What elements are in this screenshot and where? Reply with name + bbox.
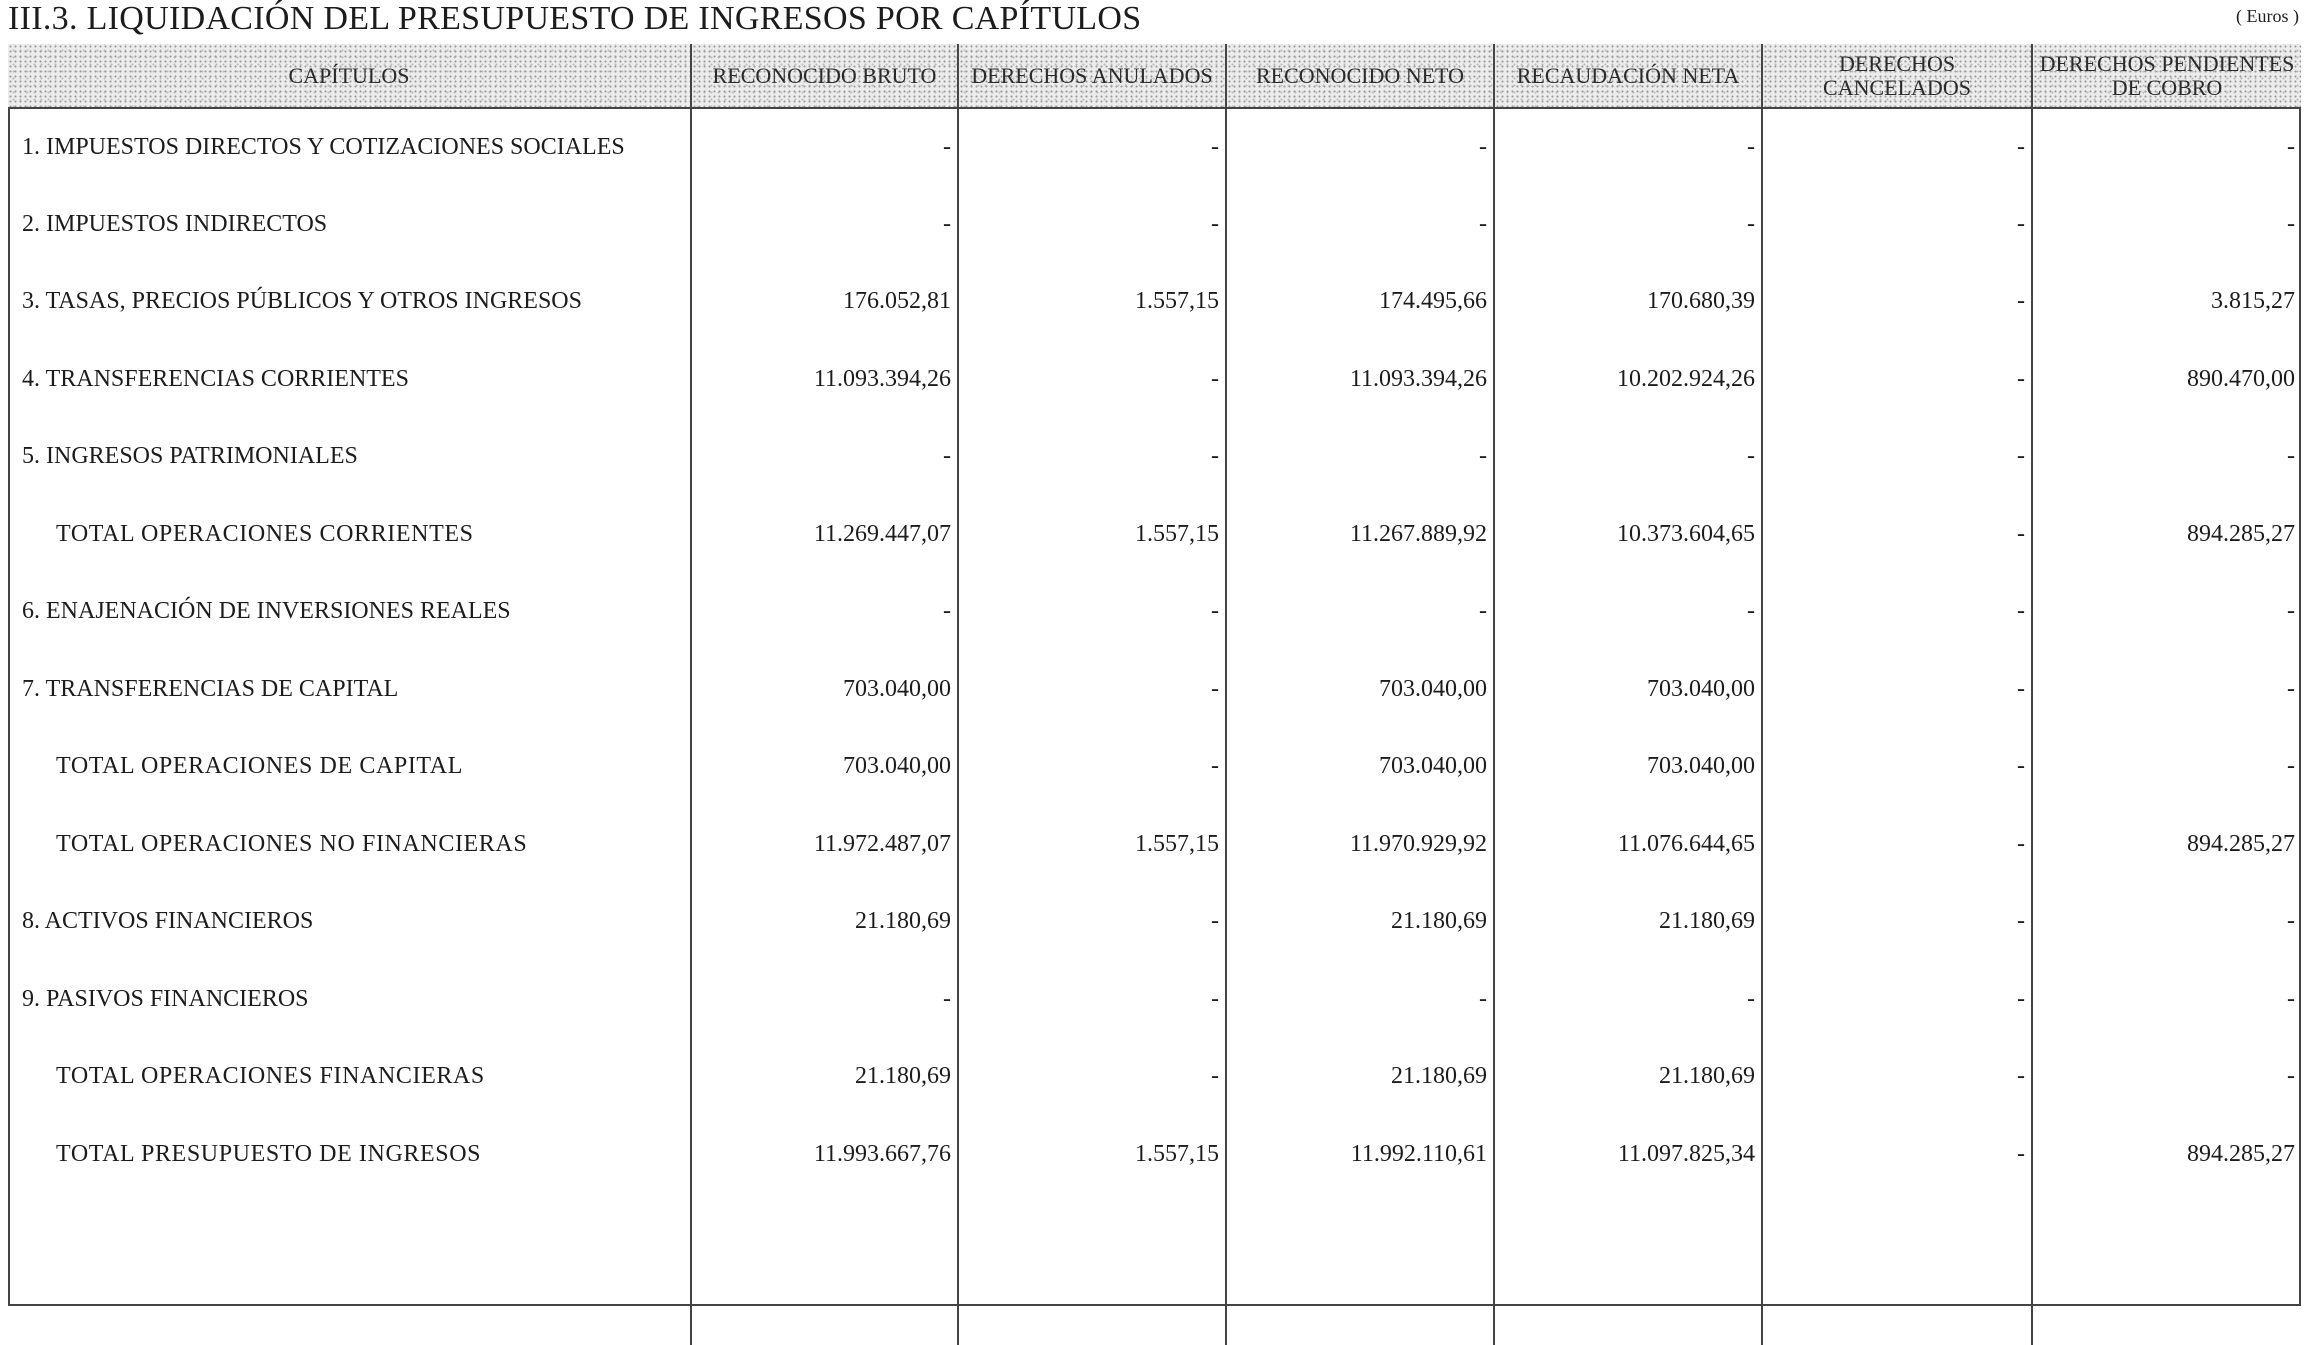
cell-recaudacion-neta: - xyxy=(1494,573,1762,651)
cell-reconocido-neto: 703.040,00 xyxy=(1226,651,1494,729)
budget-table xyxy=(8,44,2301,1345)
empty-filler-row xyxy=(8,1193,2301,1345)
cell-derechos-pendientes: - xyxy=(2032,418,2301,496)
cell-reconocido-neto: 11.992.110,61 xyxy=(1226,1116,1494,1194)
cell-reconocido-bruto: 703.040,00 xyxy=(691,651,958,729)
row-label: 2. IMPUESTOS INDIRECTOS xyxy=(22,210,328,237)
cell-derechos-anulados: 1.557,15 xyxy=(958,263,1226,341)
cell-derechos-pendientes: 890.470,00 xyxy=(2032,341,2301,419)
cell-recaudacion-neta: 703.040,00 xyxy=(1494,728,1762,806)
cell-recaudacion-neta: - xyxy=(1494,961,1762,1039)
row-label: 4. TRANSFERENCIAS CORRIENTES xyxy=(22,365,409,392)
col-header-recaudacion-neta: RECAUDACIÓN NETA xyxy=(1494,44,1762,108)
table-row xyxy=(8,186,2301,264)
cell-reconocido-bruto: - xyxy=(691,573,958,651)
cell-derechos-cancelados: - xyxy=(1762,341,2032,419)
cell-reconocido-neto: 11.093.394,26 xyxy=(1226,341,1494,419)
cell-derechos-anulados: - xyxy=(958,728,1226,806)
table-row xyxy=(8,573,2301,651)
row-label: TOTAL OPERACIONES DE CAPITAL xyxy=(56,753,463,780)
cell-derechos-anulados: - xyxy=(958,418,1226,496)
cell-reconocido-bruto: 21.180,69 xyxy=(691,1038,958,1116)
cell-reconocido-bruto: 11.972.487,07 xyxy=(691,806,958,884)
cell-derechos-anulados: - xyxy=(958,573,1226,651)
col-header-capitulos: CAPÍTULOS xyxy=(8,44,691,108)
cell-recaudacion-neta: - xyxy=(1494,418,1762,496)
cell-derechos-pendientes: - xyxy=(2032,728,2301,806)
cell-derechos-pendientes: - xyxy=(2032,651,2301,729)
table-row xyxy=(8,341,2301,419)
cell-reconocido-neto: 703.040,00 xyxy=(1226,728,1494,806)
cell-derechos-anulados: - xyxy=(958,961,1226,1039)
cell-reconocido-bruto: 176.052,81 xyxy=(691,263,958,341)
cell-recaudacion-neta: 170.680,39 xyxy=(1494,263,1762,341)
table-row xyxy=(8,961,2301,1039)
cell-derechos-pendientes: - xyxy=(2032,186,2301,264)
cell-recaudacion-neta: 21.180,69 xyxy=(1494,1038,1762,1116)
total-row xyxy=(8,1116,2301,1194)
cell-reconocido-neto: - xyxy=(1226,108,1494,186)
cell-recaudacion-neta: 10.373.604,65 xyxy=(1494,496,1762,574)
cell-derechos-cancelados: - xyxy=(1762,1116,2032,1194)
col-header-derechos-anulados: DERECHOS ANULADOS xyxy=(958,44,1226,108)
cell-reconocido-bruto: - xyxy=(691,186,958,264)
cell-derechos-cancelados: - xyxy=(1762,263,2032,341)
cell-derechos-anulados: 1.557,15 xyxy=(958,1116,1226,1194)
table-row xyxy=(8,263,2301,341)
cell-recaudacion-neta: 10.202.924,26 xyxy=(1494,341,1762,419)
cell-derechos-anulados: 1.557,15 xyxy=(958,496,1226,574)
cell-reconocido-neto: 174.495,66 xyxy=(1226,263,1494,341)
cell-derechos-pendientes: - xyxy=(2032,108,2301,186)
row-label: 3. TASAS, PRECIOS PÚBLICOS Y OTROS INGRESOS xyxy=(22,288,582,315)
cell-derechos-anulados: 1.557,15 xyxy=(958,806,1226,884)
cell-derechos-anulados: - xyxy=(958,186,1226,264)
cell-derechos-anulados: - xyxy=(958,1038,1226,1116)
cell-derechos-pendientes: 894.285,27 xyxy=(2032,496,2301,574)
cell-reconocido-neto: 11.267.889,92 xyxy=(1226,496,1494,574)
row-label: TOTAL PRESUPUESTO DE INGRESOS xyxy=(56,1140,482,1167)
table-row xyxy=(8,651,2301,729)
cell-derechos-cancelados: - xyxy=(1762,961,2032,1039)
cell-derechos-pendientes: - xyxy=(2032,883,2301,961)
cell-reconocido-neto: - xyxy=(1226,418,1494,496)
cell-recaudacion-neta: 11.076.644,65 xyxy=(1494,806,1762,884)
cell-derechos-cancelados: - xyxy=(1762,883,2032,961)
page-title: III.3. LIQUIDACIÓN DEL PRESUPUESTO DE INGRESOS POR CAPÍTULOS xyxy=(8,0,1142,37)
cell-derechos-cancelados: - xyxy=(1762,108,2032,186)
cell-derechos-cancelados: - xyxy=(1762,573,2032,651)
cell-derechos-anulados: - xyxy=(958,341,1226,419)
row-label: TOTAL OPERACIONES NO FINANCIERAS xyxy=(56,830,528,857)
cell-reconocido-neto: 11.970.929,92 xyxy=(1226,806,1494,884)
header-row xyxy=(8,44,2301,108)
cell-derechos-cancelados: - xyxy=(1762,806,2032,884)
cell-derechos-cancelados: - xyxy=(1762,186,2032,264)
cell-derechos-cancelados: - xyxy=(1762,651,2032,729)
cell-reconocido-neto: 21.180,69 xyxy=(1226,1038,1494,1116)
row-label: TOTAL OPERACIONES CORRIENTES xyxy=(56,520,474,547)
cell-derechos-anulados: - xyxy=(958,108,1226,186)
cell-reconocido-neto: - xyxy=(1226,573,1494,651)
total-row xyxy=(8,806,2301,884)
cell-reconocido-bruto: 11.269.447,07 xyxy=(691,496,958,574)
units-label: ( Euros ) xyxy=(2236,6,2299,26)
cell-reconocido-neto: 21.180,69 xyxy=(1226,883,1494,961)
cell-reconocido-bruto: 21.180,69 xyxy=(691,883,958,961)
total-row xyxy=(8,728,2301,806)
cell-derechos-pendientes: - xyxy=(2032,573,2301,651)
cell-recaudacion-neta: 11.097.825,34 xyxy=(1494,1116,1762,1194)
cell-derechos-pendientes: 894.285,27 xyxy=(2032,1116,2301,1194)
col-header-derechos-cancelados: DERECHOS CANCELADOS xyxy=(1762,44,2032,108)
cell-derechos-cancelados: - xyxy=(1762,418,2032,496)
cell-derechos-pendientes: - xyxy=(2032,961,2301,1039)
cell-reconocido-bruto: - xyxy=(691,418,958,496)
cell-derechos-cancelados: - xyxy=(1762,1038,2032,1116)
col-header-reconocido-bruto: RECONOCIDO BRUTO xyxy=(691,44,958,108)
cell-recaudacion-neta: 703.040,00 xyxy=(1494,651,1762,729)
row-label: 8. ACTIVOS FINANCIEROS xyxy=(22,908,314,935)
cell-reconocido-bruto: 703.040,00 xyxy=(691,728,958,806)
table-row xyxy=(8,418,2301,496)
cell-derechos-cancelados: - xyxy=(1762,728,2032,806)
cell-reconocido-bruto: 11.993.667,76 xyxy=(691,1116,958,1194)
cell-reconocido-bruto: - xyxy=(691,108,958,186)
row-label: TOTAL OPERACIONES FINANCIERAS xyxy=(56,1063,485,1090)
row-label: 1. IMPUESTOS DIRECTOS Y COTIZACIONES SOCIALES xyxy=(22,133,625,160)
cell-derechos-anulados: - xyxy=(958,651,1226,729)
cell-derechos-pendientes: - xyxy=(2032,1038,2301,1116)
row-label: 9. PASIVOS FINANCIEROS xyxy=(22,985,309,1012)
total-row xyxy=(8,1038,2301,1116)
cell-recaudacion-neta: - xyxy=(1494,108,1762,186)
cell-recaudacion-neta: - xyxy=(1494,186,1762,264)
row-label: 5. INGRESOS PATRIMONIALES xyxy=(22,443,358,470)
total-row xyxy=(8,496,2301,574)
cell-reconocido-neto: - xyxy=(1226,961,1494,1039)
cell-derechos-pendientes: 3.815,27 xyxy=(2032,263,2301,341)
cell-recaudacion-neta: 21.180,69 xyxy=(1494,883,1762,961)
col-header-derechos-pendientes: DERECHOS PENDIENTES DE COBRO xyxy=(2032,44,2301,108)
cell-derechos-anulados: - xyxy=(958,883,1226,961)
cell-derechos-pendientes: 894.285,27 xyxy=(2032,806,2301,884)
table-row xyxy=(8,883,2301,961)
cell-reconocido-neto: - xyxy=(1226,186,1494,264)
cell-derechos-cancelados: - xyxy=(1762,496,2032,574)
cell-reconocido-bruto: - xyxy=(691,961,958,1039)
row-label: 7. TRANSFERENCIAS DE CAPITAL xyxy=(22,675,399,702)
col-header-reconocido-neto: RECONOCIDO NETO xyxy=(1226,44,1494,108)
row-label: 6. ENAJENACIÓN DE INVERSIONES REALES xyxy=(22,598,511,625)
cell-reconocido-bruto: 11.093.394,26 xyxy=(691,341,958,419)
table-row xyxy=(8,108,2301,186)
